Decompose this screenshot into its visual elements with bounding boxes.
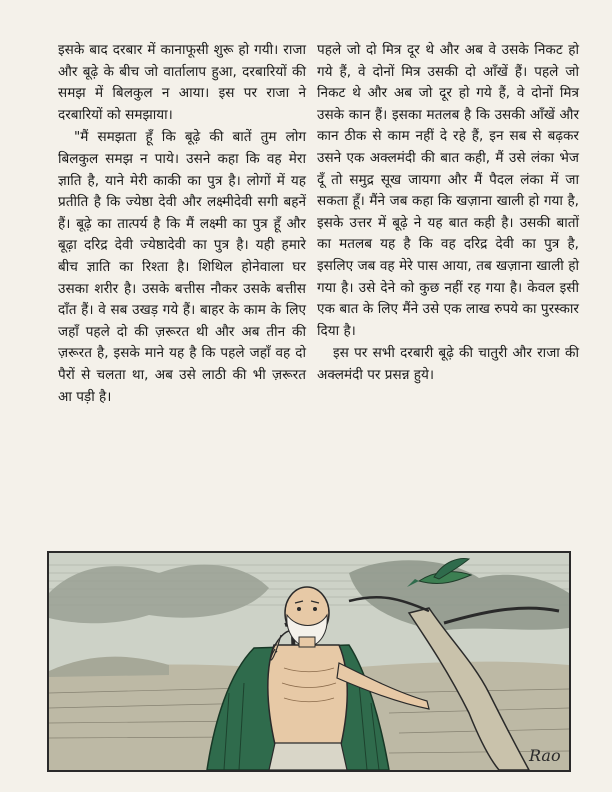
dhoti [269, 743, 347, 770]
paragraph: "मैं समझता हूँ कि बूढ़े की बातें तुम लोग बिलकुल समझ न पाये। उसने कहा कि वह मेरा ज्ञाति है, याने मेरी काकी का पुत्र है। लोगों में यह प्रतीति है कि ज्येष्ठा देवी और लक्ष्मीदेवी सगी बहनें हैं। बूढ़े का तात्पर्य है कि मैं लक्ष्मी का पुत्र हूँ और बूढ़ा दरिद्र देवी ज्येष्ठादेवी का पुत्र है। यही हमारे बीच ज्ञाति का रिश्ता है। शिथिल होनेवाला घर उसका शरीर है। उसके बत्तीस नौकर उसके बत्तीस दाँत हैं। वे सब उखड़ गये हैं। बाहर के काम के लिए जहाँ पहले दो की ज़रूरत थी और अब तीन की ज़रूरत है, इसके माने यह है कि पहले जहाँ वह दो पैरों से चलता था, अब उसे लाठी की भी ज़रूरत आ पड़ी है। [58, 129, 306, 405]
paragraph: इस पर सभी दरबारी बूढ़े की चातुरी और राजा की अक्लमंदी पर प्रसन्न हुये। [317, 345, 579, 383]
paragraph: पहले जो दो मित्र दूर थे और अब वे उसके निकट हो गये हैं, वे दोनों मित्र उसकी दो आँखें हैं। पहले जो निकट थे और अब जो दूर हो गये हैं, वे दोनों मित्र उसके कान हैं। इसका मतलब है कि उसकी आँखें और कान ठीक से काम नहीं दे रहे हैं, इन सब से बढ़कर उसने एक अक्लमंदी की बात कही, मैं उसे लंका भेज दूँ तो समुद्र सूख जायगा और मैं पैदल लंका में जा सकता हूँ। मैंने जब कहा कि खज़ाना खाली हो गया है, इसके उत्तर में बूढ़े ने यह बात कही है। उसकी बातों का मतलब यह है कि वह दरिद्र देवी का पुत्र है, इसलिए जब वह मेरे पास आया, तब खज़ाना खाली हो गया है। उसे देने को कुछ नहीं रह गया है। केवल इसी एक बात के लिए मैंने उसे एक लाख रुपये का पुरस्कार दिया है। [317, 42, 579, 339]
story-illustration [47, 551, 571, 772]
paragraph: इसके बाद दरबार में कानाफूसी शुरू हो गयी। राजा और बूढ़े के बीच जो वार्तालाप हुआ, दरबारियों की समझ में बिलकुल न आया। इस पर राजा ने दरबारियों को समझाया। [58, 42, 306, 123]
artist-signature: Rao [529, 746, 561, 765]
torso [268, 645, 347, 753]
left-text-column [58, 40, 306, 408]
illustration-drawing [49, 553, 569, 770]
right-text-column [317, 40, 579, 387]
